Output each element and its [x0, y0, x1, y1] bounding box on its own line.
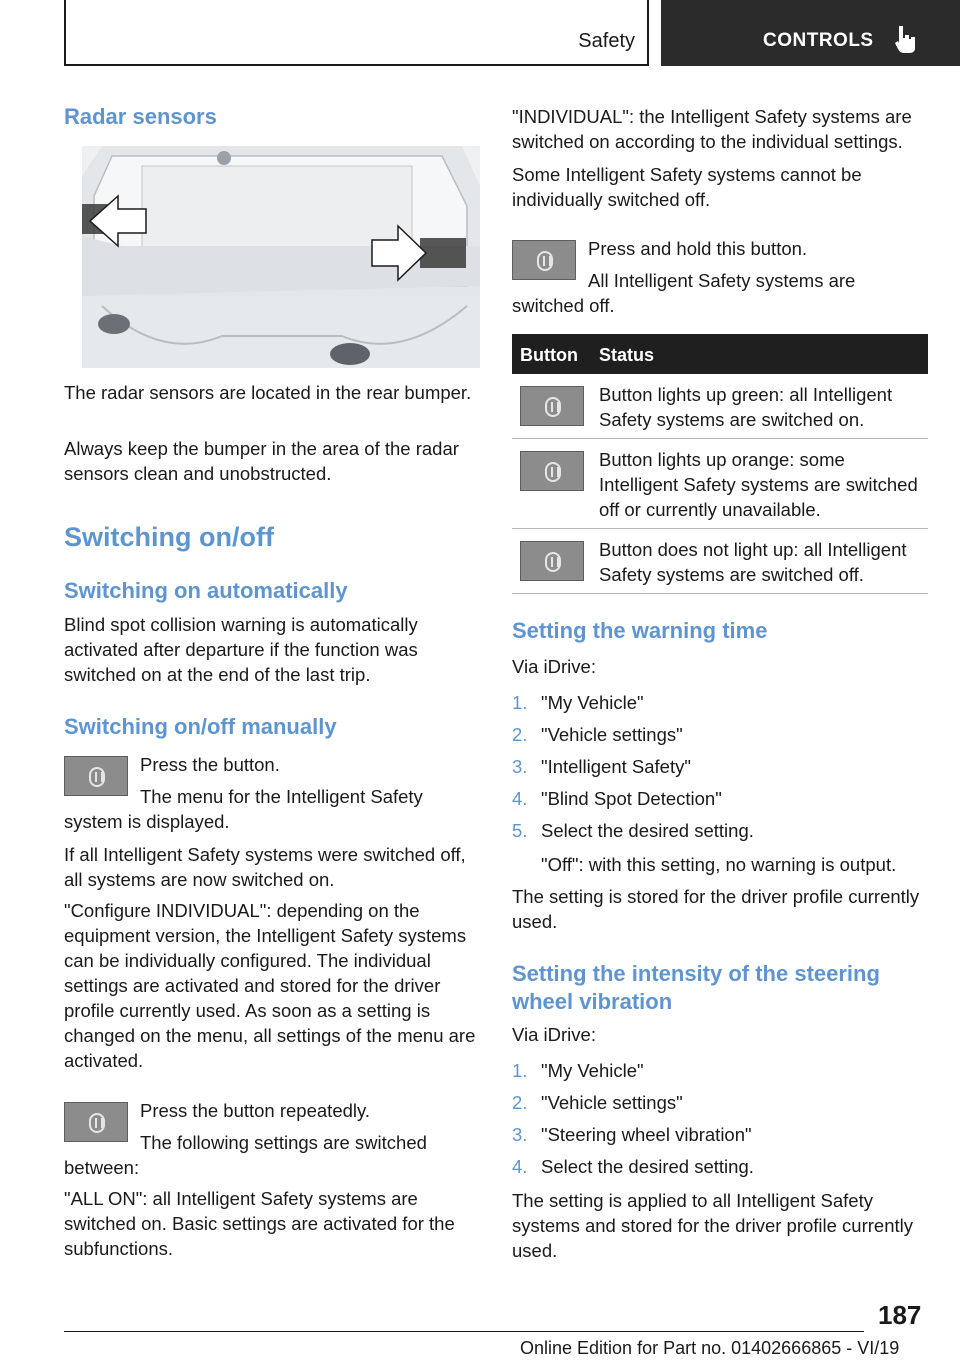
- list-number: 5.: [512, 820, 528, 841]
- applied-note-text: The setting is applied to all Intelligent Safety systems and stored for the driver profile currently used.: [512, 1190, 913, 1261]
- button-green-image: [520, 386, 584, 426]
- edition-text: Online Edition for Part no. 01402666865 - VI/19: [520, 1338, 900, 1358]
- radar-location-text: The radar sensors are located in the rear bumper.: [64, 382, 472, 403]
- list-item: 1.: [512, 692, 528, 713]
- via-idrive-text: Via iDrive:: [512, 656, 596, 677]
- list-item-text: "My Vehicle": [541, 1060, 644, 1081]
- header-rule: [64, 64, 649, 66]
- table-header: [512, 334, 928, 374]
- button-orange-image: [520, 451, 584, 491]
- list-item-text: "Intelligent Safety": [541, 756, 691, 777]
- pointing-hand-icon: [893, 24, 919, 54]
- footer-rule: [64, 1331, 864, 1332]
- list-number: 2.: [512, 1092, 528, 1113]
- rear-bumper-radar-image: [82, 146, 480, 368]
- page-header: [0, 0, 960, 66]
- radar-sensors-heading: Radar sensors: [64, 104, 217, 129]
- section-title: Safety: [578, 30, 635, 52]
- list-item-text: "Vehicle settings": [541, 1092, 683, 1113]
- safety-icon: [545, 397, 561, 417]
- list-number: 3.: [512, 1124, 528, 1145]
- stored-note-text: The setting is stored for the driver profile currently used.: [512, 886, 920, 932]
- table-row: [512, 439, 928, 529]
- controls-label: CONTROLS: [763, 30, 874, 51]
- safety-icon: [545, 462, 561, 482]
- individual-text: "INDIVIDUAL": the Intelligent Safety systems are switched on according to the individual settings.: [512, 106, 912, 152]
- status-green-text: Button lights up green: all Intelligent Safety systems are switched on.: [599, 384, 893, 430]
- col-button-header: Button: [520, 345, 578, 365]
- manual-all-on-text: If all Intelligent Safety systems were switched off, all systems are now switched on.: [64, 844, 466, 890]
- page-number: 187: [878, 1300, 922, 1330]
- table-row: [512, 529, 928, 594]
- header-divider: [647, 0, 649, 66]
- list-number: 4.: [512, 788, 528, 809]
- col-status-header: Status: [599, 345, 655, 365]
- intensity-steps-list: [512, 1060, 928, 1190]
- via-idrive-text: Via iDrive:: [512, 1024, 596, 1045]
- button-status-table: [512, 334, 928, 594]
- radar-clean-text: Always keep the bumper in the area of the radar sensors clean and unobstructed.: [64, 438, 459, 484]
- repeat-follow-text: The following settings are switched between:: [64, 1132, 427, 1178]
- auto-text: Blind spot collision warning is automatically activated after departure if the function was switched on at the end of the last trip.: [64, 614, 418, 685]
- switching-heading: Switching on/off: [64, 522, 274, 552]
- hold-result-text: All Intelligent Safety systems are switched off.: [512, 270, 856, 316]
- safety-icon: [545, 552, 561, 572]
- off-note-text: "Off": with this setting, no warning is output.: [541, 854, 897, 875]
- auto-heading: Switching on automatically: [64, 578, 348, 603]
- table-row: [512, 374, 928, 439]
- intensity-heading: Setting the intensity of the steering wheel vibration: [512, 961, 880, 1014]
- all-on-text: "ALL ON": all Intelligent Safety systems are switched on. Basic settings are activated for the subfunctions.: [64, 1188, 455, 1259]
- list-number: 2.: [512, 724, 528, 745]
- repeat-press-text: Press the button repeatedly.: [140, 1100, 371, 1121]
- button-off-image: [520, 541, 584, 581]
- list-number: 3.: [512, 756, 528, 777]
- status-off-text: Button does not light up: all Intelligent Safety systems are switched off.: [599, 539, 907, 585]
- list-item-text: "Vehicle settings": [541, 724, 683, 745]
- list-item-text: Select the desired setting.: [541, 1156, 754, 1177]
- some-cannot-text: Some Intelligent Safety systems cannot be individually switched off.: [512, 164, 862, 210]
- status-orange-text: Button lights up orange: some Intelligent Safety systems are switched off or currently unavailable.: [599, 449, 918, 520]
- manual-menu-text: The menu for the Intelligent Safety system is displayed.: [64, 786, 423, 832]
- list-item-text: Select the desired setting.: [541, 820, 754, 841]
- manual-press-text: Press the button.: [140, 754, 280, 775]
- car-rear-illustration: [82, 146, 480, 368]
- warning-time-heading: Setting the warning time: [512, 618, 768, 643]
- list-number: 1.: [512, 1060, 528, 1081]
- manual-heading: Switching on/off manually: [64, 714, 337, 739]
- hold-press-text: Press and hold this button.: [588, 238, 808, 259]
- list-number: 4.: [512, 1156, 528, 1177]
- configure-individual-text: "Configure INDIVIDUAL": depending on the equipment version, the Intelligent Safety systems can be individually configured. The individual settings are activated and stored for the driver profile currently used. As soon as a setting is changed on the menu, all settings of the menu are activated.: [64, 900, 476, 1071]
- controls-tab: [661, 0, 960, 66]
- list-item-text: "My Vehicle": [541, 692, 644, 713]
- list-item-text: "Steering wheel vibration": [541, 1124, 752, 1145]
- header-divider: [64, 0, 66, 66]
- warning-steps-list: [512, 692, 928, 862]
- list-item-text: "Blind Spot Detection": [541, 788, 722, 809]
